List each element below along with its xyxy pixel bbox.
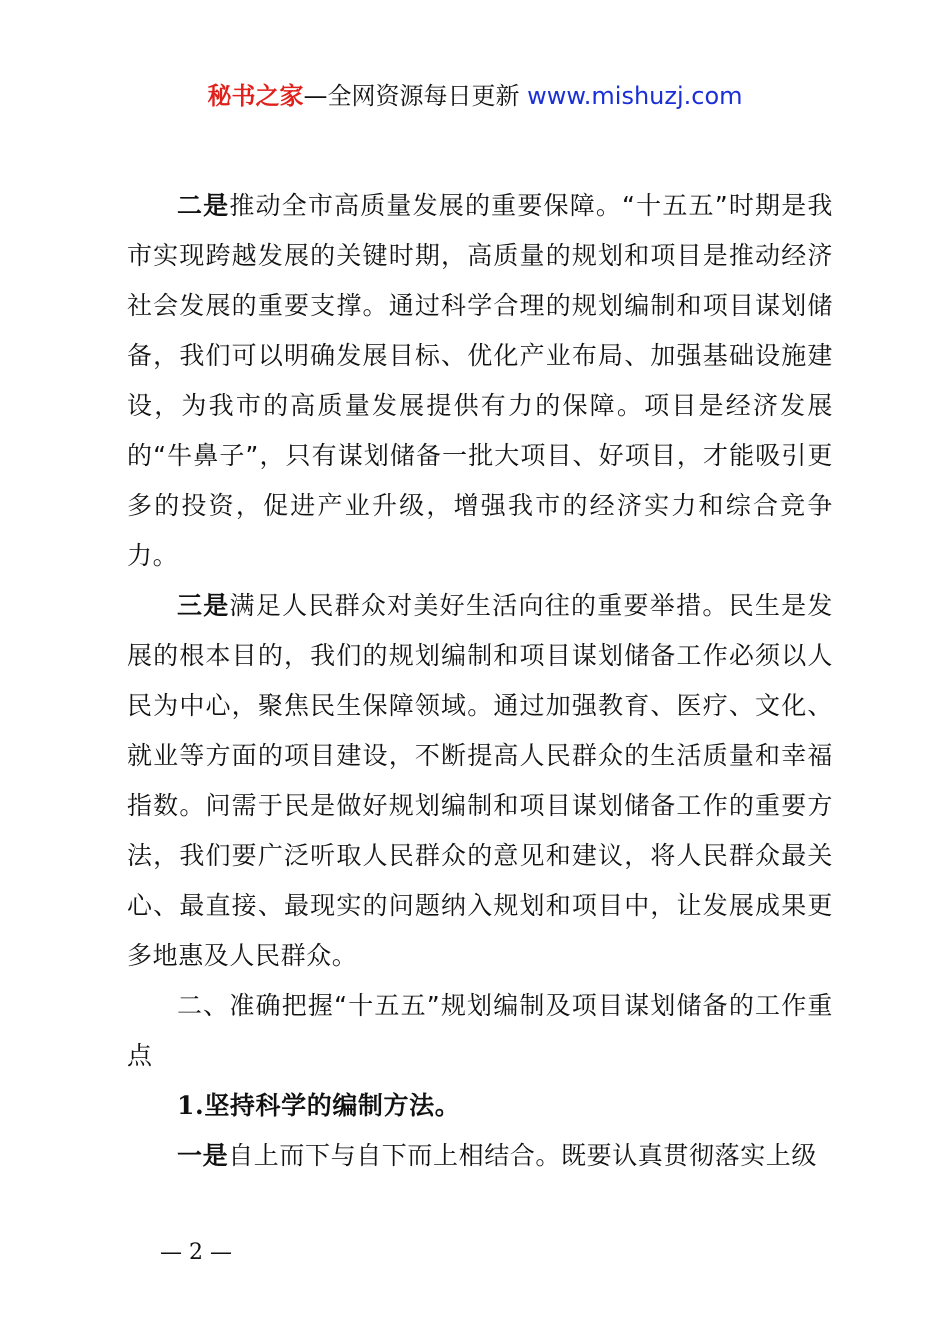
subheading [127,1081,833,1131]
page-number: — 2 — [160,1240,232,1265]
paragraph-text: 满足人民群众对美好生活向往的重要举措。民生是发展的根本目的，我们的规划编制和项目谋划储备工作必须以人民为中心，聚焦民生保障领域。通过加强教育、医疗、文化、就业等方面的项目建设，不断提高人民群众的生活质量和幸福指数。问需于民是做好规划编制和项目谋划储备工作的重要方法，我们要广泛听取人民群众的意见和建议，将人民群众最关心、最直接、最现实的问题纳入规划和项目中，让发展成果更多地惠及人民群众。 [127,591,834,970]
paragraph-lead: 二是 [177,191,230,220]
paragraph-text: 自上而下与自下而上相结合。既要认真贯彻落实上级 [228,1141,818,1170]
section-heading: 二、准确把握“十五五”规划编制及项目谋划储备的工作重点 [127,991,833,1070]
subheading-text: 坚持科学的编制方法。 [204,1091,461,1120]
paragraph-first-point [127,1131,833,1181]
paragraph-lead: 一是 [177,1141,229,1170]
header-separator: — [303,82,328,110]
document-body [127,181,833,1181]
paragraph-second-point [127,181,833,581]
paragraph-third-point [127,581,833,981]
site-brand: 秘书之家 [207,82,304,110]
site-url-link[interactable]: www.mishuzj.com [527,82,743,110]
site-tagline: 全网资源每日更新 [327,82,528,110]
subheading-number: 1. [177,1091,205,1120]
site-header [0,78,950,114]
paragraph-text: 推动全市高质量发展的重要保障。“十五五”时期是我市实现跨越发展的关键时期，高质量的规划和项目是推动经济社会发展的重要支撑。通过科学合理的规划编制和项目谋划储备，我们可以明确发展目标、优化产业布局、加强基础设施建设，为我市的高质量发展提供有力的保障。项目是经济发展的“牛鼻子”，只有谋划储备一批大项目、好项目，才能吸引更多的投资，促进产业升级，增强我市的经济实力和综合竞争力。 [127,191,833,570]
paragraph-lead: 三是 [177,591,230,620]
